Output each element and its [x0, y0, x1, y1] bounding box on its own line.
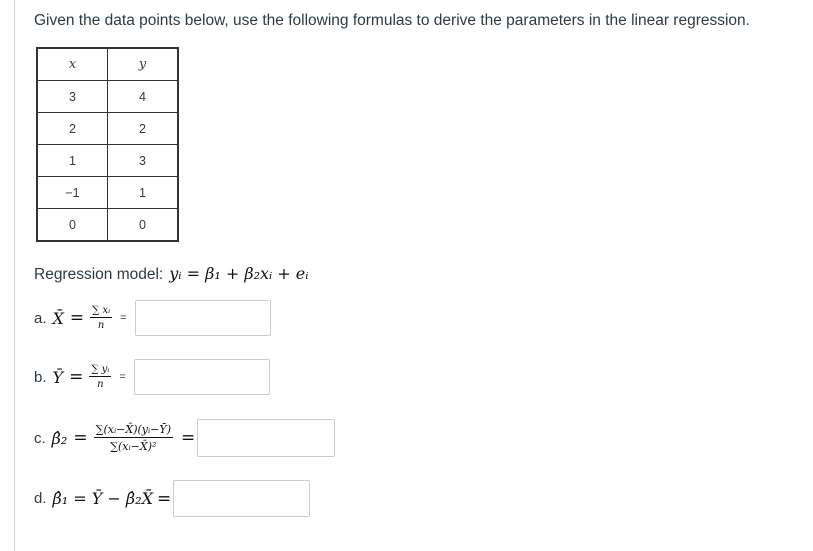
- item-a-label: a.: [34, 309, 47, 327]
- answer-input-b[interactable]: [134, 359, 270, 395]
- item-a-equals-sign: =: [120, 312, 127, 324]
- table-header-row: [37, 48, 178, 81]
- cell-y: 2: [108, 113, 179, 145]
- item-d: [34, 480, 310, 517]
- item-c-numerator: ∑(xᵢ−X̄)(yᵢ−Ȳ): [95, 423, 171, 436]
- item-b-equals: =: [69, 367, 84, 387]
- answer-input-a[interactable]: [135, 300, 271, 336]
- cell-x: 2: [37, 113, 108, 145]
- item-b: [34, 359, 270, 395]
- item-c-fraction: [94, 423, 173, 453]
- column-header-y: y: [108, 48, 179, 81]
- item-b-label: b.: [34, 368, 47, 386]
- item-a-denominator: n: [97, 320, 105, 331]
- table-row: [37, 81, 178, 113]
- item-b-denominator: n: [97, 379, 104, 390]
- table-row: [37, 113, 178, 145]
- item-c-equals: =: [73, 428, 88, 448]
- item-d-equals-sign: =: [156, 488, 172, 509]
- item-c-variable: β̂₂: [51, 428, 68, 448]
- answer-input-d[interactable]: [173, 480, 310, 517]
- table-row: [37, 177, 178, 209]
- item-b-variable: Ȳ: [52, 367, 64, 387]
- model-label: Regression model:: [34, 266, 164, 283]
- question-intro: Given the data points below, use the following formulas to derive the parameters in the linear regression.: [34, 12, 750, 29]
- item-d-label: d.: [34, 490, 47, 507]
- item-a-equals: =: [69, 308, 85, 328]
- regression-model: [34, 264, 308, 284]
- left-border: [14, 0, 15, 551]
- item-a-numerator: ∑ xᵢ: [92, 305, 111, 316]
- item-c-equals-sign: =: [180, 428, 196, 448]
- data-table: [36, 47, 179, 242]
- item-c-denominator: ∑(xᵢ−X̄)²: [110, 440, 157, 453]
- cell-y: 3: [108, 145, 179, 177]
- cell-y: 4: [108, 81, 179, 113]
- cell-x: 0: [37, 209, 108, 242]
- cell-x: 3: [37, 81, 108, 113]
- item-b-numerator: ∑ yᵢ: [91, 364, 110, 375]
- table-row: [37, 209, 178, 242]
- cell-x: −1: [37, 177, 108, 209]
- table-row: [37, 145, 178, 177]
- cell-x: 1: [37, 145, 108, 177]
- item-c: [34, 419, 335, 457]
- item-a: [34, 300, 271, 336]
- cell-y: 1: [108, 177, 179, 209]
- cell-y: 0: [108, 209, 179, 242]
- column-header-x: x: [37, 48, 108, 81]
- model-formula: yᵢ = β₁ + β₂xᵢ + eᵢ: [169, 264, 309, 283]
- item-c-label: c.: [34, 429, 46, 447]
- item-b-equals-sign: =: [119, 371, 126, 383]
- answer-input-c[interactable]: [197, 419, 335, 457]
- item-b-fraction: [89, 364, 111, 390]
- item-d-expression: β̂₁ = Ȳ − β̂₂X̄: [52, 489, 153, 508]
- item-a-fraction: [90, 305, 112, 331]
- item-a-variable: X̄: [52, 308, 64, 328]
